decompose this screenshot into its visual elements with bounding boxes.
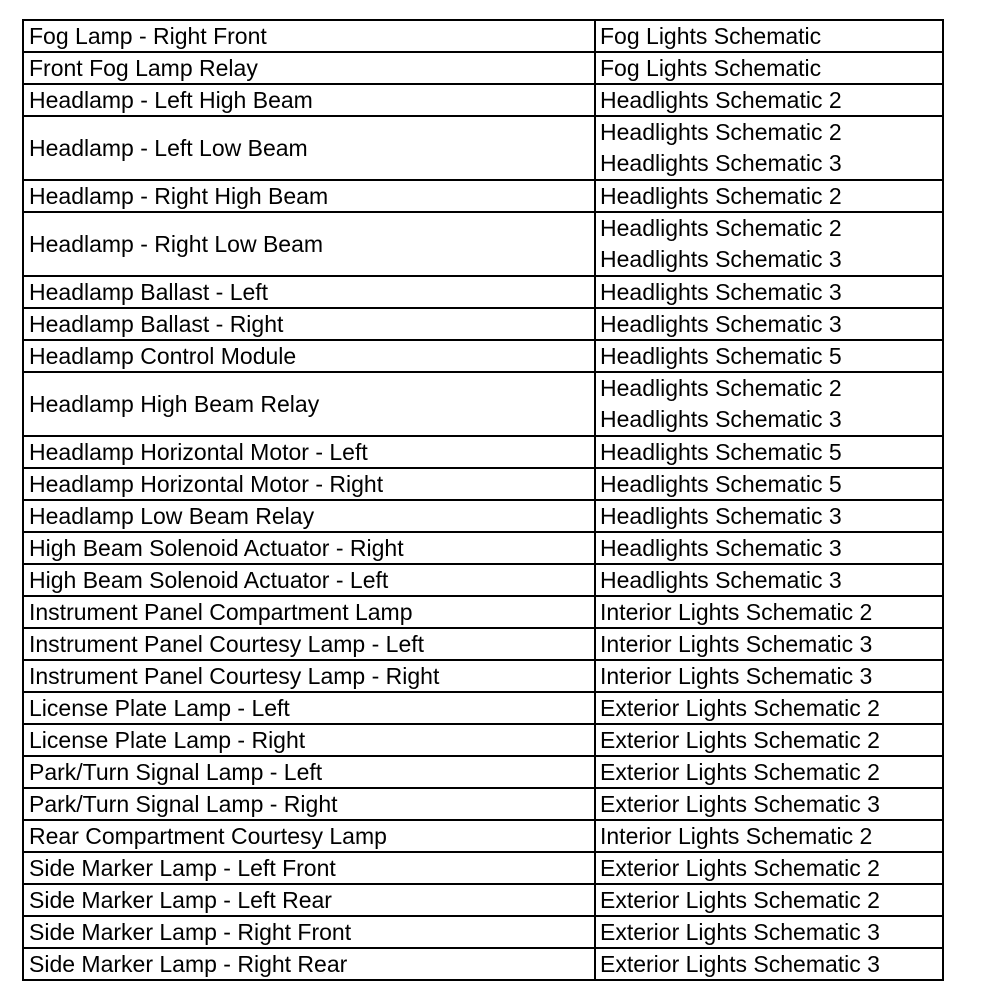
table-row	[23, 276, 943, 308]
table-body	[23, 20, 943, 980]
table-row	[23, 52, 943, 84]
schematic-reference-cell: Headlights Schematic 3	[595, 532, 943, 564]
table-row	[23, 820, 943, 852]
table-row	[23, 20, 943, 52]
schematic-reference-cell: Headlights Schematic 3	[595, 564, 943, 596]
table-row	[23, 756, 943, 788]
table-row	[23, 628, 943, 660]
schematic-reference-cell: Exterior Lights Schematic 3	[595, 788, 943, 820]
schematic-reference-cell: Interior Lights Schematic 2	[595, 596, 943, 628]
component-name-cell: Headlamp - Left Low Beam	[23, 116, 595, 180]
schematic-reference-cell: Exterior Lights Schematic 2	[595, 692, 943, 724]
component-name-cell: Headlamp Control Module	[23, 340, 595, 372]
component-name-cell: Headlamp - Right High Beam	[23, 180, 595, 212]
schematic-reference-cell: Interior Lights Schematic 2	[595, 820, 943, 852]
component-name-cell: Park/Turn Signal Lamp - Left	[23, 756, 595, 788]
component-name-cell: Park/Turn Signal Lamp - Right	[23, 788, 595, 820]
table-row	[23, 84, 943, 116]
table-row	[23, 116, 943, 180]
table-row	[23, 500, 943, 532]
schematic-reference-cell: Exterior Lights Schematic 2	[595, 852, 943, 884]
schematic-reference-cell: Headlights Schematic 5	[595, 468, 943, 500]
table-row	[23, 884, 943, 916]
table-row	[23, 692, 943, 724]
table-row	[23, 436, 943, 468]
component-name-cell: Front Fog Lamp Relay	[23, 52, 595, 84]
component-name-cell: License Plate Lamp - Left	[23, 692, 595, 724]
schematic-reference-cell: Interior Lights Schematic 3	[595, 628, 943, 660]
schematic-reference-cell: Exterior Lights Schematic 2	[595, 884, 943, 916]
table-row	[23, 180, 943, 212]
schematic-reference-cell	[595, 212, 943, 276]
component-name-cell: Headlamp - Right Low Beam	[23, 212, 595, 276]
schematic-reference-cell: Headlights Schematic 2	[595, 180, 943, 212]
schematic-reference-line: Headlights Schematic 2	[600, 215, 842, 241]
schematic-reference-cell	[595, 372, 943, 436]
component-name-cell: Headlamp Horizontal Motor - Right	[23, 468, 595, 500]
component-name-cell: Side Marker Lamp - Left Front	[23, 852, 595, 884]
table-row	[23, 308, 943, 340]
schematic-reference-cell: Exterior Lights Schematic 3	[595, 948, 943, 980]
component-name-cell: High Beam Solenoid Actuator - Left	[23, 564, 595, 596]
table-row	[23, 724, 943, 756]
component-name-cell: Headlamp - Left High Beam	[23, 84, 595, 116]
schematic-reference-cell	[595, 116, 943, 180]
table-row	[23, 372, 943, 436]
table-row	[23, 564, 943, 596]
component-name-cell: Rear Compartment Courtesy Lamp	[23, 820, 595, 852]
component-name-cell: Headlamp Horizontal Motor - Left	[23, 436, 595, 468]
table-row	[23, 852, 943, 884]
component-name-cell: Headlamp Ballast - Right	[23, 308, 595, 340]
schematic-reference-line: Headlights Schematic 2	[600, 119, 842, 145]
table-row	[23, 916, 943, 948]
component-name-cell: License Plate Lamp - Right	[23, 724, 595, 756]
component-name-cell: Instrument Panel Compartment Lamp	[23, 596, 595, 628]
table-row	[23, 340, 943, 372]
schematic-reference-cell: Headlights Schematic 3	[595, 276, 943, 308]
table-row	[23, 468, 943, 500]
component-name-cell: Headlamp Low Beam Relay	[23, 500, 595, 532]
component-name-cell: Side Marker Lamp - Right Front	[23, 916, 595, 948]
schematic-reference-cell: Exterior Lights Schematic 2	[595, 756, 943, 788]
component-name-cell: Instrument Panel Courtesy Lamp - Left	[23, 628, 595, 660]
schematic-reference-cell: Headlights Schematic 5	[595, 436, 943, 468]
component-name-cell: Side Marker Lamp - Right Rear	[23, 948, 595, 980]
component-name-cell: Fog Lamp - Right Front	[23, 20, 595, 52]
table-row	[23, 948, 943, 980]
table-row	[23, 596, 943, 628]
component-name-cell: High Beam Solenoid Actuator - Right	[23, 532, 595, 564]
schematic-reference-cell: Interior Lights Schematic 3	[595, 660, 943, 692]
schematic-reference-cell: Exterior Lights Schematic 2	[595, 724, 943, 756]
table-row	[23, 788, 943, 820]
component-name-cell: Headlamp Ballast - Left	[23, 276, 595, 308]
schematic-reference-cell: Fog Lights Schematic	[595, 20, 943, 52]
schematic-reference-cell: Headlights Schematic 3	[595, 308, 943, 340]
schematic-reference-cell: Exterior Lights Schematic 3	[595, 916, 943, 948]
schematic-reference-line: Headlights Schematic 3	[600, 406, 842, 432]
component-name-cell: Side Marker Lamp - Left Rear	[23, 884, 595, 916]
component-name-cell: Instrument Panel Courtesy Lamp - Right	[23, 660, 595, 692]
schematic-reference-cell: Headlights Schematic 2	[595, 84, 943, 116]
schematic-reference-cell: Fog Lights Schematic	[595, 52, 943, 84]
schematic-reference-cell: Headlights Schematic 5	[595, 340, 943, 372]
table-row	[23, 212, 943, 276]
table-row	[23, 532, 943, 564]
component-name-cell: Headlamp High Beam Relay	[23, 372, 595, 436]
schematic-reference-line: Headlights Schematic 3	[600, 150, 842, 176]
schematic-reference-line: Headlights Schematic 3	[600, 246, 842, 272]
component-schematic-table	[22, 19, 944, 981]
schematic-reference-cell: Headlights Schematic 3	[595, 500, 943, 532]
table-row	[23, 660, 943, 692]
schematic-reference-line: Headlights Schematic 2	[600, 375, 842, 401]
